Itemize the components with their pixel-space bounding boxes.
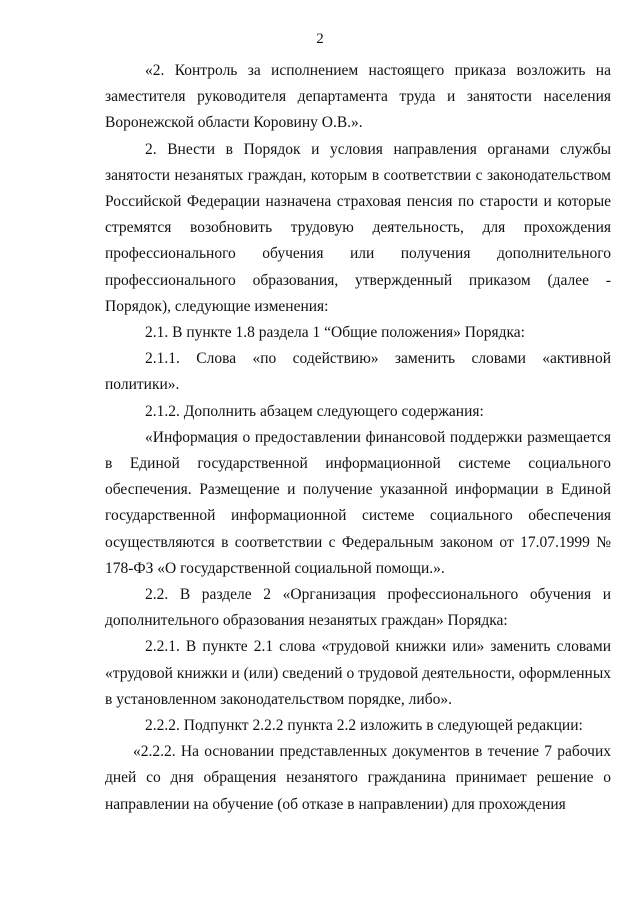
paragraph-2-2: 2.2. В разделе 2 «Организация профессионального обучения и дополнительного образования незанятых граждан» Порядка: (105, 586, 611, 630)
paragraph-amend-procedure: 2. Внести в Порядок и условия направления органами службы занятости незанятых граждан, которым в соответствии с законодательством Российской Федерации назначена страховая пенсия по старости и которые стремятся возобновить трудовую деятельность, для прохождения профессионального обучения или получения дополнительного профессионального образования, утвержденный приказом (далее - Порядок), следующие изменения: (105, 140, 611, 315)
paragraph-2-1-1: 2.1.1. Слова «по содействию» заменить словами «активной политики». (105, 350, 611, 394)
paragraph-2-1-2: 2.1.2. Дополнить абзацем следующего содержания: (145, 402, 484, 420)
paragraph-control-clause: «2. Контроль за исполнением настоящего приказа возложить на заместителя руководителя департамента труда и занятости населения Воронежской области Коровину О.В.». (105, 62, 611, 132)
paragraph-2-2-1: 2.2.1. В пункте 2.1 слова «трудовой книжки или» заменить словами «трудовой книжки и (или) сведений о трудовой деятельности, оформленных в установленном законодательством порядке, либо». (105, 638, 611, 708)
paragraph-2-2-2-new-text: «2.2.2. На основании представленных документов в течение 7 рабочих дней со дня обращения незанятого гражданина принимает решение о направлении на обучение (об отказе в направлении) для прохождения (105, 743, 611, 813)
paragraph-2-2-2: 2.2.2. Подпункт 2.2.2 пункта 2.2 изложить в следующей редакции: (145, 717, 583, 735)
document-body (105, 58, 611, 818)
paragraph-financial-support-info: «Информация о предоставлении финансовой поддержки размещается в Единой государственной информационной системе социального обеспечения. Размещение и получение указанной информации в Единой государственной информационной системе социального обеспечения осуществляются в соответствии с Федеральным законом от 17.07.1999 № 178-ФЗ «О государственной социальной помощи.». (105, 428, 611, 577)
page-number: 2 (316, 31, 324, 47)
paragraph-2-1: 2.1. В пункте 1.8 раздела 1 “Общие положения» Порядка: (145, 324, 525, 342)
